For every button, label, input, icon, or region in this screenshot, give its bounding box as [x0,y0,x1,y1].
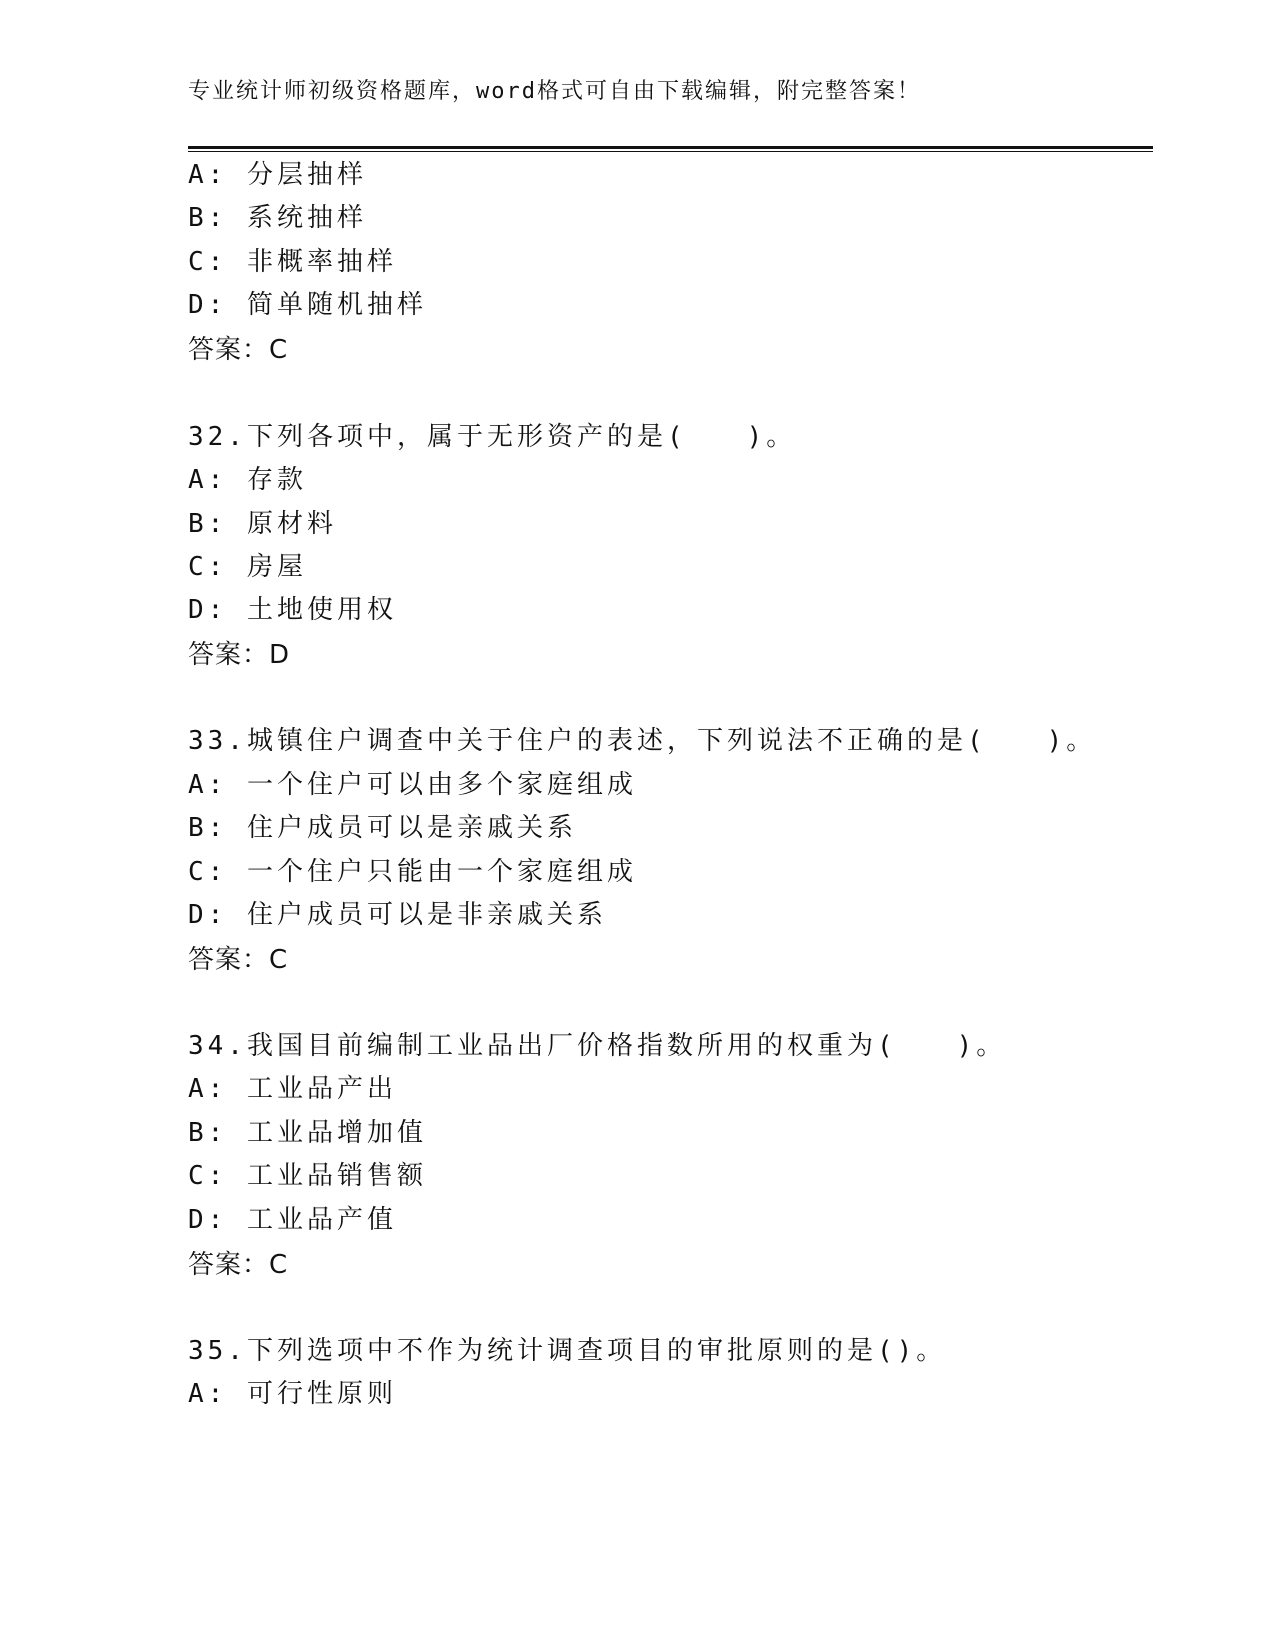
q34-answer: 答案：C [188,1250,289,1280]
q33-question: 33.城镇住户调查中关于住户的表述，下列说法不正确的是( )。 [188,726,1097,756]
q34-option-b: B: 工业品增加值 [188,1118,427,1148]
q31-answer: 答案：C [188,335,289,365]
q32-option-b: B: 原材料 [188,509,337,539]
q34-option-a: A: 工业品产出 [188,1074,397,1104]
q31-option-d: D: 简单随机抽样 [188,290,427,320]
q31-option-a: A: 分层抽样 [188,160,367,190]
q34-question: 34.我国目前编制工业品出厂价格指数所用的权重为( )。 [188,1031,1007,1061]
q33-answer: 答案：C [188,945,289,975]
header-rule-thick [188,146,1153,149]
q32-answer: 答案：D [188,640,291,670]
q31-option-b: B: 系统抽样 [188,203,367,233]
header-rule-thin [188,151,1153,152]
q34-option-c: C: 工业品销售额 [188,1161,427,1191]
q33-option-b: B: 住户成员可以是亲戚关系 [188,813,577,843]
q34-option-d: D: 工业品产值 [188,1205,397,1235]
q32-option-a: A: 存款 [188,465,307,495]
q32-option-d: D: 土地使用权 [188,595,397,625]
q33-option-c: C: 一个住户只能由一个家庭组成 [188,857,637,887]
q35-option-a: A: 可行性原则 [188,1379,397,1409]
q32-option-c: C: 房屋 [188,552,307,582]
q33-option-a: A: 一个住户可以由多个家庭组成 [188,770,637,800]
q33-option-d: D: 住户成员可以是非亲戚关系 [188,900,607,930]
document-header: 专业统计师初级资格题库，word格式可自由下载编辑，附完整答案！ [188,79,921,104]
q32-question: 32.下列各项中，属于无形资产的是( )。 [188,422,797,452]
q35-question: 35.下列选项中不作为统计调查项目的审批原则的是()。 [188,1336,947,1366]
q31-option-c: C: 非概率抽样 [188,247,397,277]
